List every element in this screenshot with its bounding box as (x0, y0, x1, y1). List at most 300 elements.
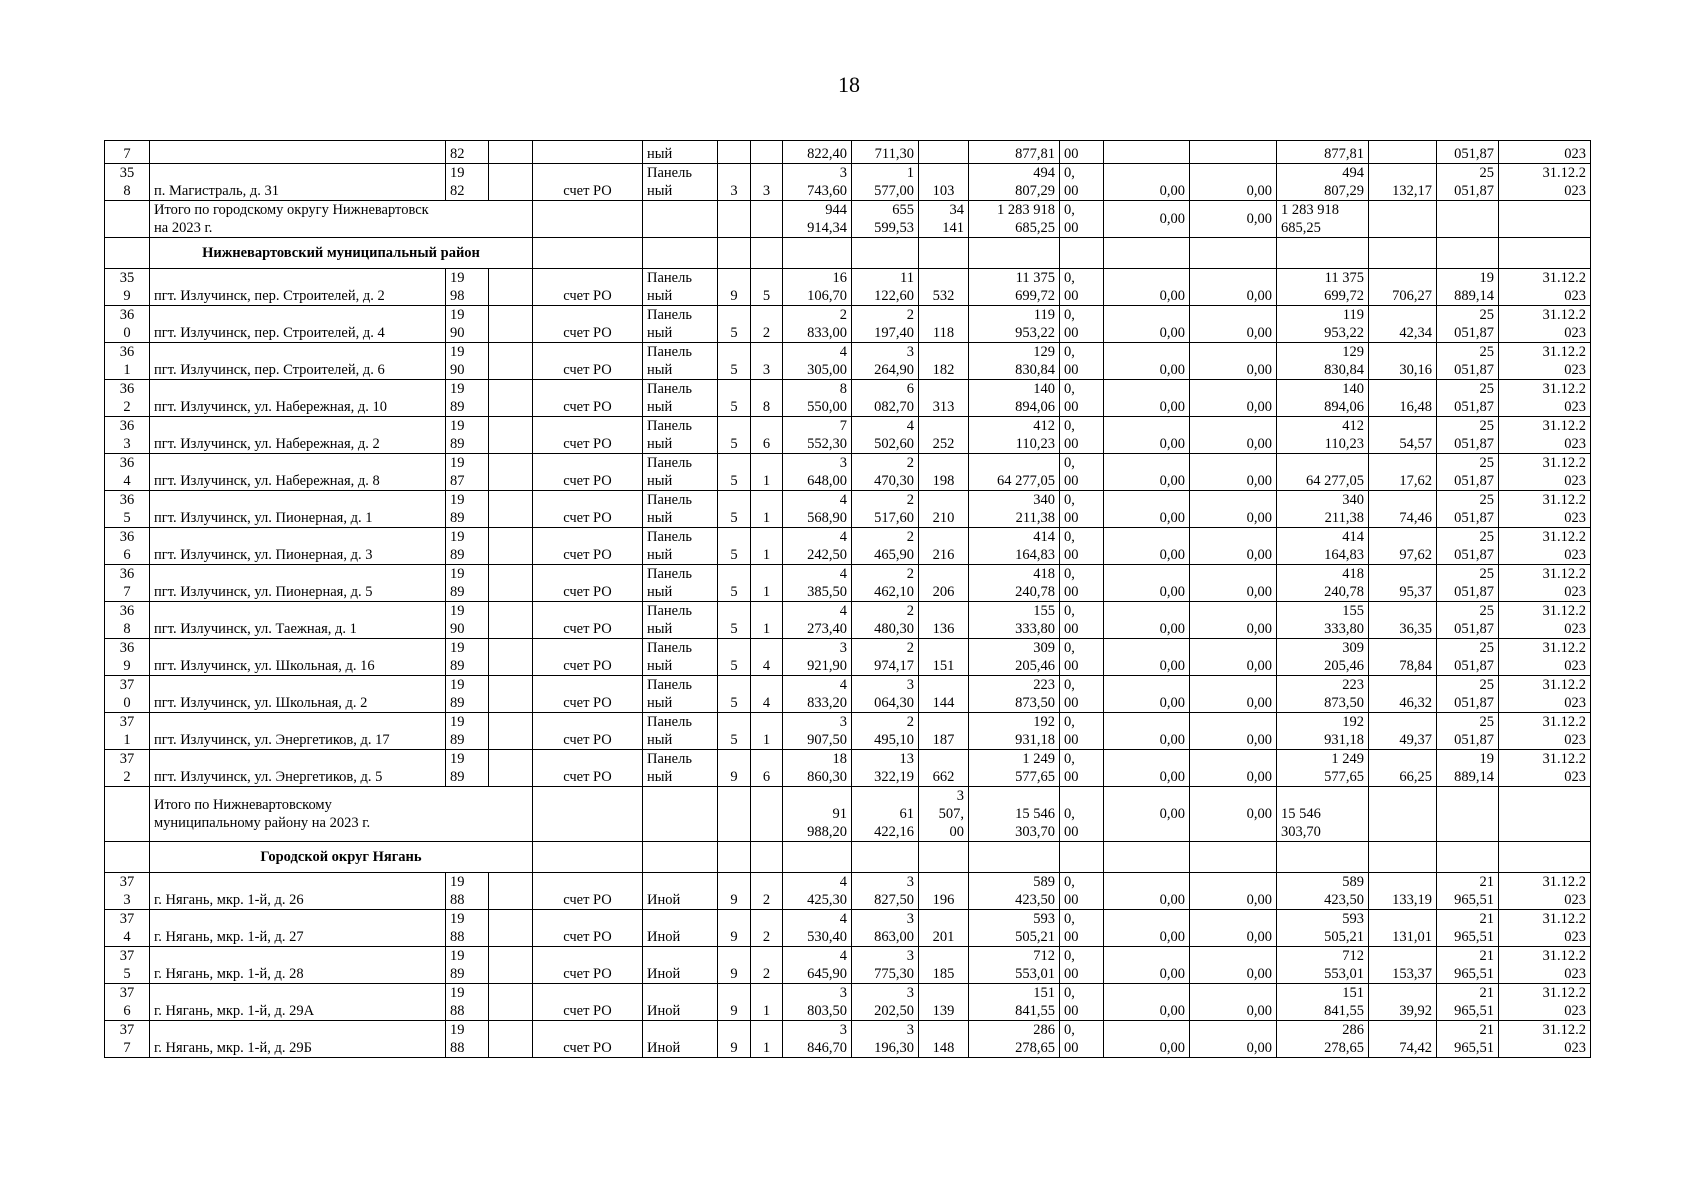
col-limit-per-m2: 19 889,14 (1437, 750, 1499, 787)
col-total-area: 4 833,20 (783, 676, 852, 713)
col-number: 37 2 (105, 750, 150, 787)
col-living-area: 3 863,00 (852, 910, 919, 947)
col-living-area: 3 202,50 (852, 984, 919, 1021)
col-floors (718, 787, 751, 842)
col-year: 82 (446, 141, 489, 164)
col-total-area: 4 242,50 (783, 528, 852, 565)
col-fund-method: счет РО (533, 1021, 643, 1058)
col-residents: 103 (919, 164, 969, 201)
empty-cell (1104, 238, 1190, 269)
col-number (105, 842, 150, 873)
col-number: 36 6 (105, 528, 150, 565)
col-floors: 5 (718, 454, 751, 491)
col-total-area: 3 907,50 (783, 713, 852, 750)
col-entrances: 6 (751, 417, 783, 454)
col-year: 19 88 (446, 910, 489, 947)
col-owner-funds: 15 546 303,70 (1277, 787, 1369, 842)
col-local-budget: 0,00 (1190, 1021, 1277, 1058)
col-4 (489, 873, 533, 910)
col-living-area: 2 495,10 (852, 713, 919, 750)
col-deadline: 31.12.2 023 (1499, 910, 1591, 947)
col-region-budget: 0,00 (1104, 528, 1190, 565)
col-4 (489, 565, 533, 602)
col-fund-method: счет РО (533, 343, 643, 380)
col-deadline: 31.12.2 023 (1499, 528, 1591, 565)
col-local-budget: 0,00 (1190, 602, 1277, 639)
col-local-budget: 0,00 (1190, 984, 1277, 1021)
col-deadline (1499, 787, 1591, 842)
empty-cell (1437, 238, 1499, 269)
col-total-area: 16 106,70 (783, 269, 852, 306)
col-deadline: 31.12.2 023 (1499, 491, 1591, 528)
table-row (105, 491, 1591, 528)
col-fund-share: 00 (1060, 141, 1104, 164)
col-limit-per-m2: 25 051,87 (1437, 417, 1499, 454)
col-limit-per-m2: 25 051,87 (1437, 565, 1499, 602)
col-address: п. Магистраль, д. 31 (150, 164, 446, 201)
col-local-budget: 0,00 (1190, 306, 1277, 343)
section-header-row (105, 842, 1591, 873)
col-deadline: 31.12.2 023 (1499, 984, 1591, 1021)
col-total-cost: 155 333,80 (969, 602, 1060, 639)
total-label: Итого по городскому округу Нижневартовск на 2023 г. (150, 201, 533, 238)
col-floors: 9 (718, 1021, 751, 1058)
col-entrances: 2 (751, 910, 783, 947)
col-year: 19 89 (446, 639, 489, 676)
col-floors: 5 (718, 602, 751, 639)
col-fund-share: 0, 00 (1060, 984, 1104, 1021)
col-entrances (751, 787, 783, 842)
col-address: пгт. Излучинск, ул. Набережная, д. 2 (150, 417, 446, 454)
col-total-cost: 712 553,01 (969, 947, 1060, 984)
col-region-budget (1104, 141, 1190, 164)
col-address: г. Нягань, мкр. 1-й, д. 29А (150, 984, 446, 1021)
col-address: г. Нягань, мкр. 1-й, д. 28 (150, 947, 446, 984)
col-number: 7 (105, 141, 150, 164)
col-cost-per-m2: 133,19 (1369, 873, 1437, 910)
col-living-area: 1 577,00 (852, 164, 919, 201)
col-region-budget: 0,00 (1104, 676, 1190, 713)
col-limit-per-m2: 25 051,87 (1437, 639, 1499, 676)
col-wall-type: Панель ный (643, 306, 718, 343)
col-floors: 5 (718, 676, 751, 713)
col-total-area: 2 833,00 (783, 306, 852, 343)
col-living-area: 2 462,10 (852, 565, 919, 602)
col-wall-type: Иной (643, 910, 718, 947)
col-fund-share: 0, 00 (1060, 947, 1104, 984)
empty-cell (1104, 842, 1190, 873)
col-number: 37 3 (105, 873, 150, 910)
col-entrances: 6 (751, 750, 783, 787)
col-fund-method: счет РО (533, 602, 643, 639)
col-4 (489, 454, 533, 491)
col-living-area: 3 264,90 (852, 343, 919, 380)
col-year: 19 87 (446, 454, 489, 491)
col-entrances: 4 (751, 676, 783, 713)
col-limit-per-m2: 25 051,87 (1437, 454, 1499, 491)
col-floors: 5 (718, 306, 751, 343)
col-entrances: 2 (751, 873, 783, 910)
col-4 (489, 343, 533, 380)
col-address (150, 141, 446, 164)
col-total-area: 4 530,40 (783, 910, 852, 947)
col-living-area: 3 827,50 (852, 873, 919, 910)
col-local-budget: 0,00 (1190, 947, 1277, 984)
col-living-area: 61 422,16 (852, 787, 919, 842)
col-region-budget: 0,00 (1104, 306, 1190, 343)
col-total-area: 4 385,50 (783, 565, 852, 602)
col-number: 36 9 (105, 639, 150, 676)
col-local-budget: 0,00 (1190, 713, 1277, 750)
col-deadline: 31.12.2 023 (1499, 873, 1591, 910)
col-cost-per-m2: 54,57 (1369, 417, 1437, 454)
col-cost-per-m2: 42,34 (1369, 306, 1437, 343)
col-total-area: 4 305,00 (783, 343, 852, 380)
col-local-budget: 0,00 (1190, 269, 1277, 306)
empty-cell (1277, 238, 1369, 269)
col-owner-funds: 1 283 918 685,25 (1277, 201, 1369, 238)
col-4 (489, 491, 533, 528)
col-4 (489, 713, 533, 750)
table-row (105, 269, 1591, 306)
col-cost-per-m2: 131,01 (1369, 910, 1437, 947)
col-floors: 9 (718, 984, 751, 1021)
col-region-budget: 0,00 (1104, 1021, 1190, 1058)
col-owner-funds: 223 873,50 (1277, 676, 1369, 713)
empty-cell (718, 842, 751, 873)
col-fund-method (533, 141, 643, 164)
col-living-area: 3 064,30 (852, 676, 919, 713)
col-residents: 198 (919, 454, 969, 491)
col-cost-per-m2: 78,84 (1369, 639, 1437, 676)
col-owner-funds: 494 807,29 (1277, 164, 1369, 201)
col-deadline: 31.12.2 023 (1499, 343, 1591, 380)
col-total-cost: 1 249 577,65 (969, 750, 1060, 787)
col-local-budget: 0,00 (1190, 380, 1277, 417)
col-region-budget: 0,00 (1104, 454, 1190, 491)
col-cost-per-m2: 46,32 (1369, 676, 1437, 713)
col-address: пгт. Излучинск, ул. Пионерная, д. 5 (150, 565, 446, 602)
table-row (105, 639, 1591, 676)
col-address: пгт. Излучинск, пер. Строителей, д. 4 (150, 306, 446, 343)
col-cost-per-m2 (1369, 787, 1437, 842)
col-residents (919, 141, 969, 164)
section-header-row (105, 238, 1591, 269)
col-year: 19 89 (446, 713, 489, 750)
col-4 (489, 984, 533, 1021)
table-row (105, 1021, 1591, 1058)
col-region-budget: 0,00 (1104, 201, 1190, 238)
col-number: 36 5 (105, 491, 150, 528)
col-address: пгт. Излучинск, ул. Энергетиков, д. 17 (150, 713, 446, 750)
empty-cell (852, 238, 919, 269)
col-fund-method: счет РО (533, 984, 643, 1021)
col-living-area: 11 122,60 (852, 269, 919, 306)
col-address: пгт. Излучинск, ул. Таежная, д. 1 (150, 602, 446, 639)
col-limit-per-m2: 25 051,87 (1437, 380, 1499, 417)
col-owner-funds: 119 953,22 (1277, 306, 1369, 343)
col-residents: 3 507, 00 (919, 787, 969, 842)
col-wall-type: Панель ный (643, 164, 718, 201)
col-entrances: 8 (751, 380, 783, 417)
col-total-cost: 877,81 (969, 141, 1060, 164)
col-deadline: 31.12.2 023 (1499, 164, 1591, 201)
empty-cell (1437, 842, 1499, 873)
col-4 (489, 676, 533, 713)
col-fund-method: счет РО (533, 528, 643, 565)
col-fund-share: 0, 00 (1060, 713, 1104, 750)
col-wall-type: Панель ный (643, 454, 718, 491)
col-total-cost: 309 205,46 (969, 639, 1060, 676)
col-region-budget: 0,00 (1104, 787, 1190, 842)
col-region-budget: 0,00 (1104, 491, 1190, 528)
col-floors (718, 141, 751, 164)
col-number: 36 8 (105, 602, 150, 639)
col-year: 19 90 (446, 343, 489, 380)
col-wall-type: Панель ный (643, 639, 718, 676)
col-total-cost: 129 830,84 (969, 343, 1060, 380)
col-entrances (751, 141, 783, 164)
col-fund-share: 0, 00 (1060, 269, 1104, 306)
col-cost-per-m2: 95,37 (1369, 565, 1437, 602)
col-owner-funds: 192 931,18 (1277, 713, 1369, 750)
col-region-budget: 0,00 (1104, 380, 1190, 417)
col-residents: 118 (919, 306, 969, 343)
col-fund-method (533, 787, 643, 842)
col-wall-type: Панель ный (643, 676, 718, 713)
col-floors: 5 (718, 343, 751, 380)
col-fund-share: 0, 00 (1060, 873, 1104, 910)
col-number: 36 7 (105, 565, 150, 602)
col-total-area: 91 988,20 (783, 787, 852, 842)
col-cost-per-m2: 30,16 (1369, 343, 1437, 380)
col-residents: 144 (919, 676, 969, 713)
col-limit-per-m2: 21 965,51 (1437, 1021, 1499, 1058)
col-residents: 151 (919, 639, 969, 676)
col-owner-funds: 1 249 577,65 (1277, 750, 1369, 787)
col-limit-per-m2 (1437, 787, 1499, 842)
col-entrances: 1 (751, 713, 783, 750)
col-total-cost: 412 110,23 (969, 417, 1060, 454)
col-region-budget: 0,00 (1104, 639, 1190, 676)
col-4 (489, 910, 533, 947)
col-limit-per-m2: 051,87 (1437, 141, 1499, 164)
col-entrances: 1 (751, 565, 783, 602)
col-deadline: 31.12.2 023 (1499, 565, 1591, 602)
col-fund-share: 0, 00 (1060, 164, 1104, 201)
col-year: 19 98 (446, 269, 489, 306)
col-local-budget: 0,00 (1190, 873, 1277, 910)
col-deadline: 023 (1499, 141, 1591, 164)
col-fund-share: 0, 00 (1060, 417, 1104, 454)
col-number: 37 5 (105, 947, 150, 984)
col-limit-per-m2: 25 051,87 (1437, 343, 1499, 380)
col-fund-method: счет РО (533, 947, 643, 984)
col-deadline: 31.12.2 023 (1499, 454, 1591, 491)
col-fund-share: 0, 00 (1060, 454, 1104, 491)
col-number: 36 3 (105, 417, 150, 454)
col-wall-type: Панель ный (643, 713, 718, 750)
table-row (105, 750, 1591, 787)
col-number: 35 9 (105, 269, 150, 306)
table-row (105, 454, 1591, 491)
col-local-budget: 0,00 (1190, 639, 1277, 676)
total-label: Итого по Нижневартовскому муниципальному району на 2023 г. (150, 787, 533, 842)
col-fund-method: счет РО (533, 269, 643, 306)
col-wall-type: ный (643, 141, 718, 164)
col-entrances: 1 (751, 454, 783, 491)
col-residents: 182 (919, 343, 969, 380)
empty-cell (751, 842, 783, 873)
col-address: пгт. Излучинск, ул. Энергетиков, д. 5 (150, 750, 446, 787)
col-address: пгт. Излучинск, ул. Пионерная, д. 3 (150, 528, 446, 565)
col-number: 37 4 (105, 910, 150, 947)
col-residents: 34 141 (919, 201, 969, 238)
table-row (105, 713, 1591, 750)
col-total-area: 3 648,00 (783, 454, 852, 491)
col-wall-type: Панель ный (643, 565, 718, 602)
empty-cell (643, 238, 718, 269)
table-row (105, 528, 1591, 565)
col-limit-per-m2 (1437, 201, 1499, 238)
col-floors: 9 (718, 269, 751, 306)
col-residents: 148 (919, 1021, 969, 1058)
col-owner-funds: 309 205,46 (1277, 639, 1369, 676)
col-year: 19 89 (446, 565, 489, 602)
col-residents: 196 (919, 873, 969, 910)
col-entrances: 4 (751, 639, 783, 676)
col-floors: 9 (718, 750, 751, 787)
col-living-area: 6 082,70 (852, 380, 919, 417)
col-limit-per-m2: 25 051,87 (1437, 491, 1499, 528)
col-total-area: 4 568,90 (783, 491, 852, 528)
col-wall-type: Иной (643, 984, 718, 1021)
col-total-area: 4 273,40 (783, 602, 852, 639)
col-living-area: 2 974,17 (852, 639, 919, 676)
col-owner-funds: 418 240,78 (1277, 565, 1369, 602)
table-row (105, 306, 1591, 343)
col-residents: 210 (919, 491, 969, 528)
col-number (105, 238, 150, 269)
col-4 (489, 639, 533, 676)
empty-cell (1277, 842, 1369, 873)
table-row (105, 565, 1591, 602)
col-owner-funds: 340 211,38 (1277, 491, 1369, 528)
col-fund-share: 0, 00 (1060, 565, 1104, 602)
col-owner-funds: 155 333,80 (1277, 602, 1369, 639)
table-row (105, 910, 1591, 947)
col-local-budget: 0,00 (1190, 201, 1277, 238)
col-fund-share: 0, 00 (1060, 639, 1104, 676)
col-local-budget (1190, 141, 1277, 164)
empty-cell (919, 238, 969, 269)
col-cost-per-m2 (1369, 201, 1437, 238)
col-address: г. Нягань, мкр. 1-й, д. 27 (150, 910, 446, 947)
col-owner-funds: 414 164,83 (1277, 528, 1369, 565)
col-deadline: 31.12.2 023 (1499, 380, 1591, 417)
col-region-budget: 0,00 (1104, 947, 1190, 984)
col-floors: 5 (718, 380, 751, 417)
page-number: 18 (838, 72, 860, 97)
col-wall-type: Иной (643, 873, 718, 910)
col-local-budget: 0,00 (1190, 910, 1277, 947)
col-year: 19 89 (446, 947, 489, 984)
col-local-budget: 0,00 (1190, 164, 1277, 201)
col-living-area: 711,30 (852, 141, 919, 164)
empty-cell (852, 842, 919, 873)
col-year: 19 82 (446, 164, 489, 201)
col-number: 35 8 (105, 164, 150, 201)
col-owner-funds: 140 894,06 (1277, 380, 1369, 417)
col-floors (718, 201, 751, 238)
col-fund-method: счет РО (533, 910, 643, 947)
col-year: 19 89 (446, 750, 489, 787)
col-residents: 532 (919, 269, 969, 306)
col-total-cost: 418 240,78 (969, 565, 1060, 602)
col-year: 19 90 (446, 306, 489, 343)
empty-cell (1190, 238, 1277, 269)
col-year: 19 88 (446, 1021, 489, 1058)
col-local-budget: 0,00 (1190, 528, 1277, 565)
col-owner-funds: 64 277,05 (1277, 454, 1369, 491)
col-cost-per-m2: 97,62 (1369, 528, 1437, 565)
col-year: 19 89 (446, 380, 489, 417)
col-4 (489, 602, 533, 639)
col-deadline: 31.12.2 023 (1499, 306, 1591, 343)
empty-cell (1369, 842, 1437, 873)
empty-cell (969, 842, 1060, 873)
col-total-area: 3 743,60 (783, 164, 852, 201)
col-total-cost: 340 211,38 (969, 491, 1060, 528)
col-total-cost: 11 375 699,72 (969, 269, 1060, 306)
col-total-area: 3 921,90 (783, 639, 852, 676)
col-local-budget: 0,00 (1190, 417, 1277, 454)
col-living-area: 2 197,40 (852, 306, 919, 343)
col-wall-type: Панель ный (643, 380, 718, 417)
col-total-area: 822,40 (783, 141, 852, 164)
col-fund-method: счет РО (533, 873, 643, 910)
col-owner-funds: 151 841,55 (1277, 984, 1369, 1021)
col-region-budget: 0,00 (1104, 565, 1190, 602)
col-number: 37 7 (105, 1021, 150, 1058)
col-living-area: 2 465,90 (852, 528, 919, 565)
col-4 (489, 164, 533, 201)
col-living-area: 2 470,30 (852, 454, 919, 491)
col-4 (489, 141, 533, 164)
col-limit-per-m2: 25 051,87 (1437, 164, 1499, 201)
col-number: 37 6 (105, 984, 150, 1021)
col-fund-share: 0, 00 (1060, 491, 1104, 528)
col-total-area: 3 846,70 (783, 1021, 852, 1058)
col-fund-share: 0, 00 (1060, 676, 1104, 713)
col-region-budget: 0,00 (1104, 984, 1190, 1021)
col-floors: 9 (718, 910, 751, 947)
col-number: 36 4 (105, 454, 150, 491)
col-limit-per-m2: 25 051,87 (1437, 528, 1499, 565)
empty-cell (1369, 238, 1437, 269)
col-4 (489, 528, 533, 565)
col-fund-share: 0, 00 (1060, 528, 1104, 565)
col-4 (489, 417, 533, 454)
col-4 (489, 1021, 533, 1058)
col-limit-per-m2: 19 889,14 (1437, 269, 1499, 306)
col-entrances: 2 (751, 947, 783, 984)
col-entrances: 3 (751, 164, 783, 201)
col-total-cost: 119 953,22 (969, 306, 1060, 343)
col-deadline: 31.12.2 023 (1499, 676, 1591, 713)
col-total-area: 8 550,00 (783, 380, 852, 417)
col-address: пгт. Излучинск, ул. Пионерная, д. 1 (150, 491, 446, 528)
